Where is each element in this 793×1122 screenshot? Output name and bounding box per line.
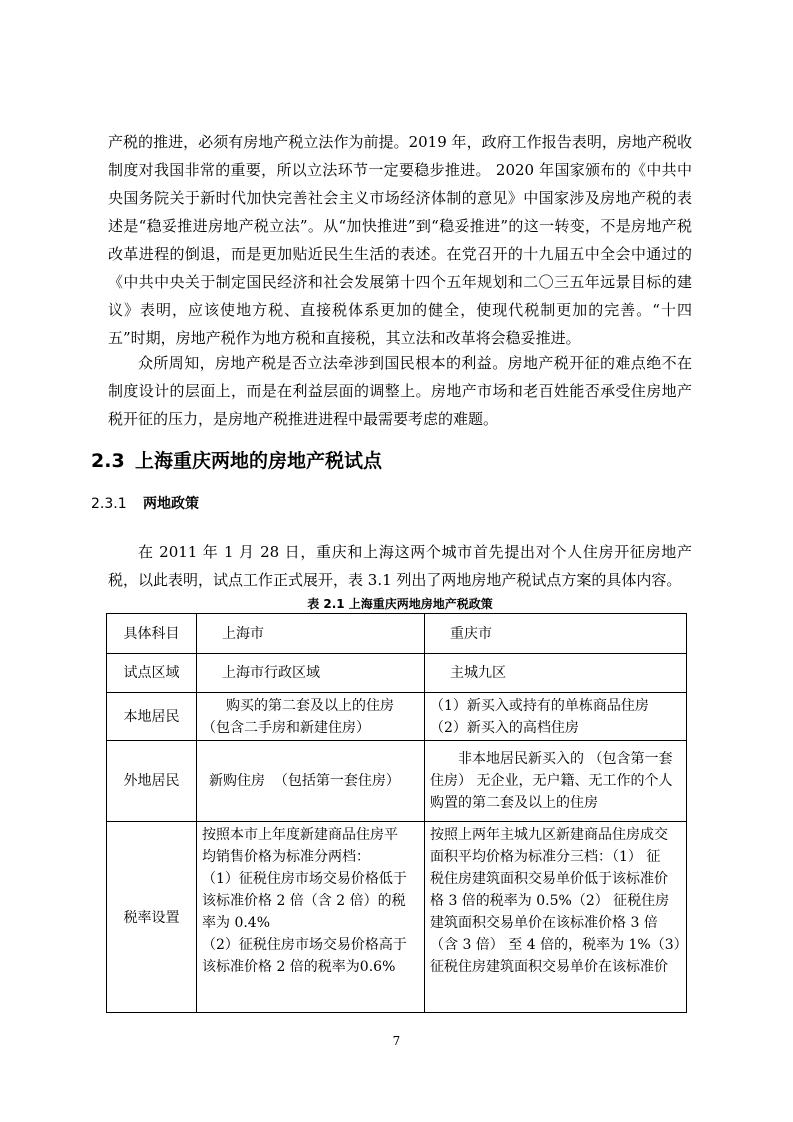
row-label-rate: 税率设置 <box>107 822 197 1013</box>
header-shanghai: 上海市 <box>197 614 425 654</box>
body-paragraph-2: 众所周知，房地产税是否立法牵涉到国民根本的利益。房地产税开征的难点绝不在制度设计的层面上，而是在利益层面的调整上。房地产市场和老百姓能否承受住房地产税开征的压力，是房地产税推进进程中最需要考虑的难题。 <box>108 354 692 428</box>
policy-table <box>106 613 687 1013</box>
cell-line: 均销售价格为标准分两档： <box>202 849 370 865</box>
section-title: 上海重庆两地的房地产税试点 <box>135 450 383 472</box>
nonlocal-shanghai: 新购住房 （包括第一套住房） <box>197 741 425 822</box>
table-row-nonlocal <box>107 741 687 822</box>
cell-line: 建筑面积交易单价在该标准价格 3 倍 <box>430 915 658 931</box>
cell-line: （含 3 倍） 至 4 倍的，税率为 1%（3） <box>430 937 688 953</box>
subsection-number: 2.3.1 <box>91 496 127 512</box>
local-shanghai <box>197 693 425 741</box>
cell-line: 按照上两年主城九区新建商品住房成交 <box>430 827 668 843</box>
table-row-local <box>107 693 687 741</box>
cell-line: 住房） 无企业，无户籍、无工作的个人 <box>430 773 673 789</box>
row-label-region: 试点区域 <box>107 654 197 693</box>
section-number: 2.3 <box>91 450 125 472</box>
cell-line: 征税住房建筑面积交易单价在该标准价 <box>430 959 668 975</box>
cell-line: （1）新买入或持有的单栋商品住房 <box>430 697 649 714</box>
header-subject: 具体科目 <box>107 614 197 654</box>
body-paragraph-1: 产税的推进，必须有房地产税立法作为前提。2019 年，政府工作报告表明，房地产税收制度对我国非常的重要，所以立法环节一定要稳步推进。 2020 年国家颁布的《中共中央国务院关于新时代加快完善社会主义市场经济体制的意见》中国家涉及房地产税的表述是“稳妥推进房地产税立法”。从“加快推进”到“稳妥推进”的这一转变，不是房地产税改革进程的倒退，而是更加贴近民生生活的表述。在党召开的十九届五中全会中通过的《中共中央关于制定国民经济和社会发展第十四个五年规划和二〇三五年远景目标的建议》表明，应该使地方税、直接税体系更加的健全，使现代税制更加的完善。“十四五”时期，房地产税作为地方税和直接税，其立法和改革将会稳妥推进。 <box>108 133 692 347</box>
section-heading <box>91 448 382 474</box>
cell-line: 税住房建筑面积交易单价低于该标准价 <box>430 871 668 887</box>
subsection-title: 两地政策 <box>143 496 199 512</box>
table-row-region <box>107 654 687 693</box>
cell-line: 按照本市上年度新建商品住房平 <box>202 827 398 843</box>
cell-line: 面积平均价格为标准分三档：（1） 征 <box>430 849 661 865</box>
nonlocal-chongqing <box>425 741 687 822</box>
table-header-row <box>107 614 687 654</box>
header-chongqing: 重庆市 <box>425 614 687 654</box>
local-chongqing <box>425 693 687 741</box>
rate-shanghai <box>197 822 425 1013</box>
cell-line: （包含二手房和新建住房） <box>202 719 370 736</box>
cell-line: 格 3 倍的税率为 0.5%（2） 征税住房 <box>430 893 670 909</box>
row-label-nonlocal: 外地居民 <box>107 741 197 822</box>
cell-line: 购买的第二套及以上的住房 <box>226 697 394 714</box>
row-label-local: 本地居民 <box>107 693 197 741</box>
rate-chongqing <box>425 822 687 1013</box>
cell-line: 该标准价格 2 倍的税率为0.6% <box>202 959 396 975</box>
subsection-heading <box>91 494 199 514</box>
cell-line: 该标准价格 2 倍（含 2 倍）的税 <box>202 893 406 909</box>
page-number: 7 <box>392 1034 401 1048</box>
cell-line: （2）新买入的高档住房 <box>430 719 579 736</box>
cell-line: 率为 0.4% <box>202 915 271 931</box>
intro-paragraph: 在 2011 年 1 月 28 日，重庆和上海这两个城市首先提出对个人住房开征房地产税，以此表明，试点工作正式展开，表 3.1 列出了两地房地产税试点方案的具体内容。 <box>108 543 692 589</box>
cell-line: 非本地居民新买入的 （包含第一套 <box>458 751 673 767</box>
cell-line: 购置的第二套及以上的住房 <box>430 795 598 811</box>
table-caption: 表 2.1 上海重庆两地房地产税政策 <box>307 597 493 611</box>
table-row-rate <box>107 822 687 1013</box>
region-chongqing: 主城九区 <box>425 654 687 693</box>
cell-line: （1）征税住房市场交易价格低于 <box>202 871 407 887</box>
cell-line: （2）征税住房市场交易价格高于 <box>202 937 407 953</box>
region-shanghai: 上海市行政区域 <box>197 654 425 693</box>
